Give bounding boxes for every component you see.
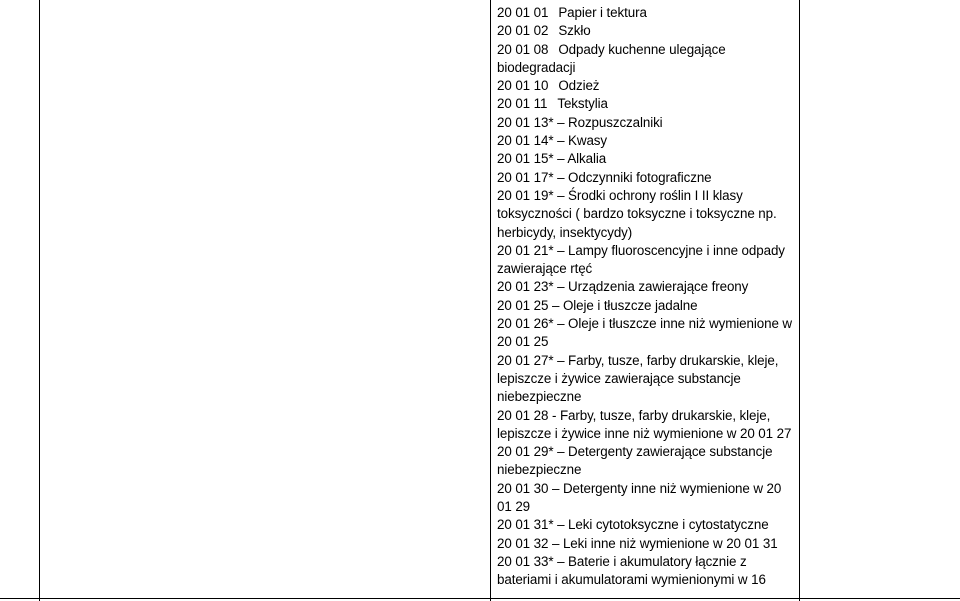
waste-code: 20 01 08 bbox=[497, 41, 549, 57]
list-item bbox=[497, 535, 795, 553]
waste-code-list bbox=[497, 4, 795, 590]
waste-description: Oleje i tłuszcze jadalne bbox=[562, 297, 698, 313]
table-border-bottom bbox=[0, 598, 960, 599]
list-item bbox=[497, 278, 795, 296]
waste-description: Środki ochrony roślin I II klasy toksyczności ( bardzo toksyczne i toksyczne np. herbicydy, insektycydy) bbox=[497, 187, 777, 240]
waste-code: 20 01 21* bbox=[497, 242, 554, 258]
waste-description: Detergenty zawierające substancje niebezpieczne bbox=[497, 444, 773, 478]
list-item bbox=[497, 169, 795, 187]
waste-description: Farby, tusze, farby drukarskie, kleje, lepiszcze i żywice inne niż wymienione w 20 01 27 bbox=[497, 407, 792, 441]
dash-separator: – bbox=[557, 151, 565, 167]
list-item bbox=[497, 95, 795, 113]
list-item bbox=[497, 315, 795, 352]
waste-code: 20 01 19* bbox=[497, 187, 554, 203]
waste-code: 20 01 25 bbox=[497, 297, 549, 313]
waste-code: 20 01 14* bbox=[497, 133, 554, 149]
list-item bbox=[497, 187, 795, 242]
list-item bbox=[497, 114, 795, 132]
waste-description: Baterie i akumulatory łącznie z bateriami i akumulatorami wymienionymi w 16 bbox=[497, 553, 766, 588]
list-item bbox=[497, 150, 795, 168]
list-item bbox=[497, 41, 795, 78]
dash-separator: – bbox=[551, 535, 560, 551]
list-item bbox=[497, 553, 795, 590]
list-item bbox=[497, 407, 795, 444]
dash-separator: - bbox=[551, 407, 557, 423]
list-item bbox=[497, 77, 795, 95]
waste-code: 20 01 30 bbox=[497, 480, 549, 496]
waste-code: 20 01 33* bbox=[497, 553, 554, 569]
dash-separator: – bbox=[557, 444, 565, 460]
list-item bbox=[497, 443, 795, 480]
waste-description: Szkło bbox=[558, 23, 591, 39]
waste-code: 20 01 26* bbox=[497, 316, 554, 332]
waste-description: Urządzenia zawierające freony bbox=[568, 279, 749, 295]
list-item bbox=[497, 297, 795, 315]
waste-code: 20 01 27* bbox=[497, 352, 554, 368]
list-item bbox=[497, 132, 795, 150]
waste-description: Alkalia bbox=[567, 151, 607, 167]
waste-description: Kwasy bbox=[568, 133, 607, 149]
waste-description: Oleje i tłuszcze inne niż wymienione w 20 01 25 bbox=[497, 316, 792, 350]
waste-code: 20 01 17* bbox=[497, 169, 554, 185]
dash-separator: – bbox=[557, 169, 565, 185]
waste-description: Leki cytotoksyczne i cytostatyczne bbox=[568, 517, 769, 533]
waste-code: 20 01 02 bbox=[497, 23, 549, 39]
waste-code: 20 01 15* bbox=[497, 151, 554, 167]
list-item bbox=[497, 22, 795, 40]
waste-description: Lampy fluoroscencyjne i inne odpady zawierające rtęć bbox=[497, 242, 785, 277]
waste-code: 20 01 11 bbox=[497, 96, 548, 112]
waste-description: Papier i tektura bbox=[558, 5, 647, 20]
dash-separator: – bbox=[557, 553, 565, 569]
dash-separator: – bbox=[557, 242, 565, 258]
dash-separator: – bbox=[557, 517, 565, 533]
table-border-left-column bbox=[39, 0, 40, 601]
waste-code: 20 01 23* bbox=[497, 279, 554, 295]
waste-description: Odzież bbox=[558, 78, 600, 94]
list-item bbox=[497, 480, 795, 517]
dash-separator: – bbox=[557, 187, 565, 203]
dash-separator: – bbox=[551, 480, 560, 496]
table-border-middle-left bbox=[490, 0, 491, 601]
list-item bbox=[497, 516, 795, 534]
dash-separator: – bbox=[557, 133, 565, 149]
waste-code: 20 01 01 bbox=[497, 5, 549, 20]
waste-description: Odczynniki fotograficzne bbox=[568, 169, 712, 185]
dash-separator: – bbox=[557, 279, 565, 295]
table-border-middle-right bbox=[799, 0, 800, 601]
waste-description: Farby, tusze, farby drukarskie, kleje, lepiszcze i żywice zawierające substancje niebezpieczne bbox=[497, 352, 779, 405]
list-item bbox=[497, 352, 795, 407]
waste-description: Detergenty inne niż wymienione w 20 01 29 bbox=[497, 480, 782, 515]
list-item bbox=[497, 4, 795, 22]
waste-code: 20 01 10 bbox=[497, 78, 549, 94]
list-item bbox=[497, 242, 795, 279]
waste-code: 20 01 32 bbox=[497, 535, 549, 551]
waste-description: Rozpuszczalniki bbox=[568, 114, 663, 130]
waste-code: 20 01 31* bbox=[497, 517, 554, 533]
waste-code: 20 01 28 bbox=[497, 407, 549, 423]
dash-separator: – bbox=[557, 316, 565, 332]
waste-code: 20 01 29* bbox=[497, 444, 554, 460]
waste-description: Odpady kuchenne ulegające biodegradacji bbox=[497, 41, 726, 75]
dash-separator: – bbox=[557, 114, 565, 130]
waste-code: 20 01 13* bbox=[497, 114, 554, 130]
waste-description: Leki inne niż wymienione w 20 01 31 bbox=[562, 535, 778, 551]
waste-description: Tekstylia bbox=[557, 96, 608, 112]
dash-separator: – bbox=[557, 352, 565, 368]
dash-separator: – bbox=[551, 297, 560, 313]
